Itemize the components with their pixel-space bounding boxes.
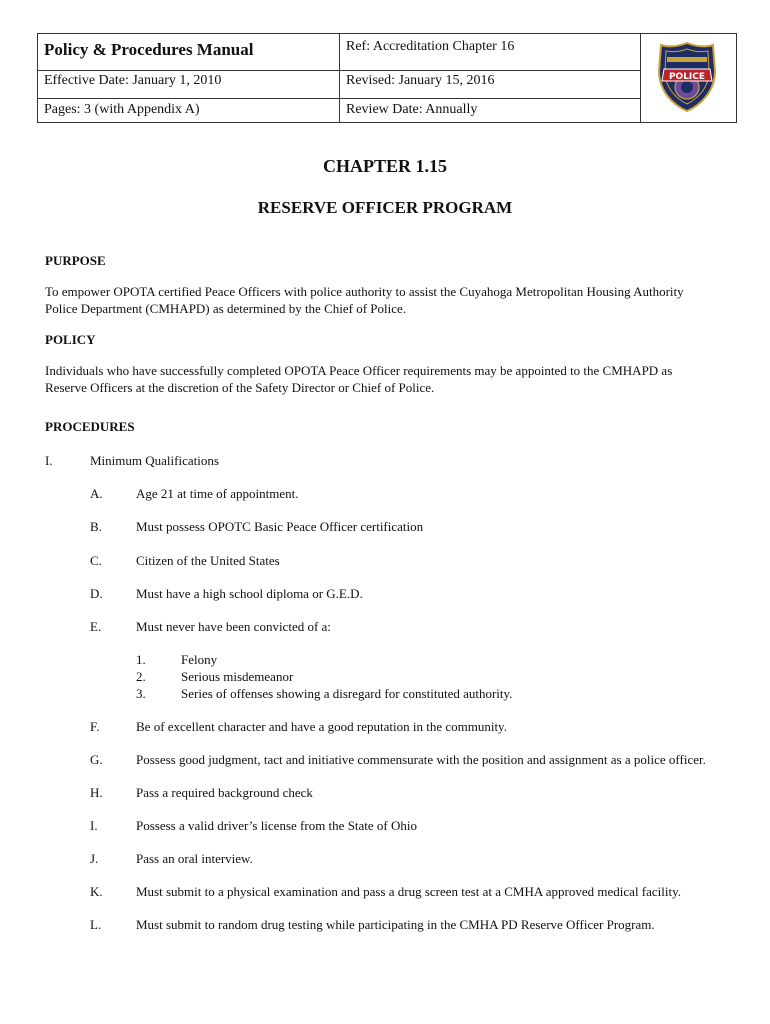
sub-item-text: Felony [181,652,218,667]
page-count: Pages: 3 (with Appendix A) [44,102,200,117]
reference: Ref: Accreditation Chapter 16 [346,39,515,54]
item-label: H. [90,785,103,800]
item-text: Pass an oral interview. [136,851,253,866]
item-label: D. [90,586,103,601]
item-label: J. [90,851,99,866]
header-table [37,33,737,123]
item-label: B. [90,519,102,534]
sub-item-label: 2. [136,669,146,684]
review-date: Review Date: Annually [346,102,478,117]
item-text: Possess a valid driver’s license from the State of Ohio [136,818,418,833]
purpose-line: Police Department (CMHAPD) as determined by the Chief of Police. [45,301,407,316]
item-text: Pass a required background check [136,785,313,800]
item-text: Possess good judgment, tact and initiative commensurate with the position and assignment as a police officer. [136,752,706,767]
procedures-heading: PROCEDURES [45,419,135,434]
item-text: Must possess OPOTC Basic Peace Officer certification [136,519,424,534]
item-label: A. [90,486,103,501]
item-label: L. [90,917,102,932]
section-label: I. [45,453,53,468]
purpose-text [45,283,735,317]
item-label: I. [90,818,98,833]
item-text: Must never have been convicted of a: [136,619,331,634]
item-label: E. [90,619,102,634]
policy-line: Individuals who have successfully completed OPOTA Peace Officer requirements may be appointed to the CMHAPD as [45,363,673,378]
sub-item-text: Serious misdemeanor [181,669,294,684]
manual-title: Policy & Procedures Manual [44,40,254,59]
purpose-line: To empower OPOTA certified Peace Officers with police authority to assist the Cuyahoga Metropolitan Housing Authority [45,284,684,299]
item-text: Age 21 at time of appointment. [136,486,299,501]
effective-date: Effective Date: January 1, 2010 [44,73,222,88]
item-text: Must submit to random drug testing while participating in the CMHA PD Reserve Officer Program. [136,917,655,932]
purpose-heading: PURPOSE [45,253,106,268]
item-text: Be of excellent character and have a good reputation in the community. [136,719,507,734]
badge-word: POLICE [668,72,706,82]
item-text: Citizen of the United States [136,553,280,568]
sub-item-label: 3. [136,686,146,701]
item-text: Must have a high school diploma or G.E.D. [136,586,363,601]
revised-date: Revised: January 15, 2016 [346,73,495,88]
policy-heading: POLICY [45,332,96,347]
item-label: F. [90,719,100,734]
sub-item-text: Series of offenses showing a disregard for constituted authority. [181,686,513,701]
police-badge-logo [657,41,717,113]
table-divider [640,34,641,122]
item-label: G. [90,752,103,767]
chapter-number: CHAPTER 1.15 [322,156,447,176]
table-divider [339,34,340,122]
section-title: Minimum Qualifications [90,453,219,468]
policy-line: Reserve Officers at the discretion of the Safety Director or Chief of Police. [45,380,435,395]
table-divider [38,70,640,71]
policy-text [45,362,735,396]
item-label: K. [90,884,103,899]
sub-item-label: 1. [136,652,146,667]
item-text: Must submit to a physical examination and pass a drug screen test at a CMHA approved medical facility. [136,884,682,899]
table-divider [38,98,640,99]
chapter-title: RESERVE OFFICER PROGRAM [257,198,513,217]
item-label: C. [90,553,102,568]
